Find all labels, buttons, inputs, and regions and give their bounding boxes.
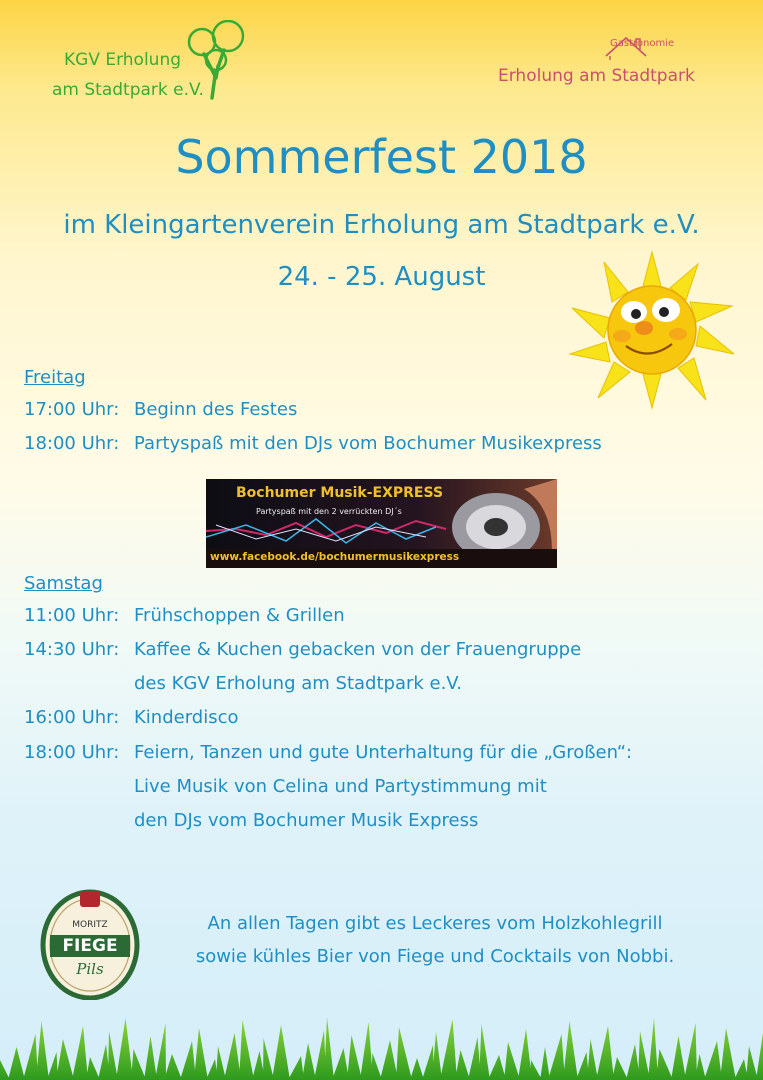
friday-time-1: 17:00 Uhr: (24, 399, 120, 420)
saturday-time-1: 11:00 Uhr: (24, 605, 120, 626)
saturday-text-2a: Kaffee & Kuchen gebacken von der Frauengruppe (134, 639, 582, 660)
friday-text-1: Beginn des Festes (134, 399, 298, 420)
event-title: Sommerfest 2018 (175, 130, 588, 184)
gastronomie-label: Gastronomie (610, 38, 675, 49)
kgv-logo-line2: am Stadtpark e.V. (52, 80, 204, 100)
banner-subtitle: Partyspaß mit den 2 verrückten DJ´s (256, 507, 402, 516)
friday-heading: Freitag (24, 367, 86, 388)
saturday-text-1: Frühschoppen & Grillen (134, 605, 345, 626)
saturday-heading: Samstag (24, 573, 103, 594)
saturday-text-2b: des KGV Erholung am Stadtpark e.V. (134, 673, 463, 694)
event-dates: 24. - 25. August (277, 262, 486, 292)
kgv-logo (52, 20, 252, 105)
event-subtitle: im Kleingartenverein Erholung am Stadtpark e.V. (63, 210, 700, 240)
saturday-time-2: 14:30 Uhr: (24, 639, 120, 660)
footer-line-1: An allen Tagen gibt es Leckeres vom Holzkohlegrill (207, 913, 663, 934)
musikexpress-banner (206, 479, 557, 568)
saturday-text-4a: Feiern, Tanzen und gute Unterhaltung für die „Großen“: (134, 742, 633, 763)
saturday-text-4b: Live Musik von Celina und Partystimmung mit (134, 776, 547, 797)
beer-logo-line3: Pils (76, 960, 104, 978)
kgv-logo-line1: KGV Erholung (64, 50, 182, 70)
gastronomie-name: Erholung am Stadtpark (498, 66, 695, 86)
fiege-pils-logo (40, 887, 140, 1000)
gastronomie-logo (492, 30, 722, 100)
sun-icon (568, 250, 736, 410)
banner-title: Bochumer Musik-EXPRESS (236, 485, 444, 501)
saturday-time-4: 18:00 Uhr: (24, 742, 120, 763)
saturday-text-4c: den DJs vom Bochumer Musik Express (134, 810, 479, 831)
banner-facebook-link[interactable]: www.facebook.de/bochumermusikexpress (210, 551, 460, 563)
beer-logo-line1: MORITZ (72, 920, 108, 930)
saturday-text-3: Kinderdisco (134, 707, 239, 728)
footer-line-2: sowie kühles Bier von Fiege und Cocktails von Nobbi. (195, 946, 675, 967)
friday-text-2: Partyspaß mit den DJs vom Bochumer Musikexpress (134, 433, 602, 454)
grass-icon (0, 1008, 763, 1080)
friday-time-2: 18:00 Uhr: (24, 433, 120, 454)
saturday-time-3: 16:00 Uhr: (24, 707, 120, 728)
beer-logo-line2: FIEGE (62, 936, 118, 956)
